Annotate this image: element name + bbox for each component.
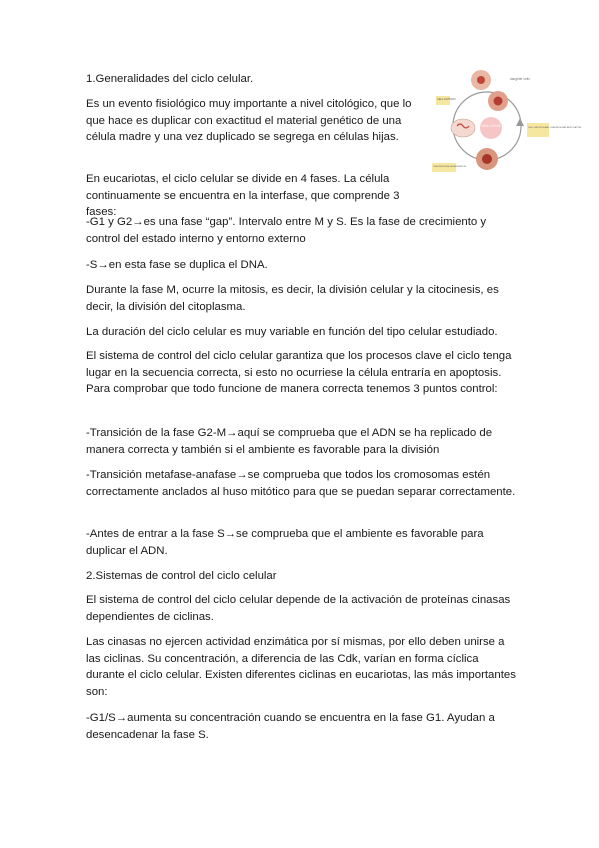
- label-left: CELL DIVISION: [437, 98, 456, 101]
- paragraph-s-phase: -S→en esta fase se duplica el DNA.: [86, 259, 268, 271]
- paragraph-control-system: El sistema de control del ciclo celular garantiza que los procesos clave el ciclo tenga lugar en la secuencia correcta, si esto no ocurriese la célula entraría en apoptosis. Para comprobar que todo funcione de manera correcta tenemos 3 puntos control:: [86, 350, 512, 396]
- paragraph-g1-s: -G1/S→aumenta su concentración cuando se encuentra en la fase G1. Ayudan a desencadenar la fase S.: [86, 712, 495, 741]
- center-label: CELL CYCLE: [481, 124, 501, 128]
- paragraph-cyclins: Las cinasas no ejercen actividad enzimática por sí mismas, por ello deben unirse a las ciclinas. Su concentración, a diferencia de las Cdk, varían en forma cíclica durante el ciclo celular. Existen diferentes ciclinas en eucariotas, las más importantes son:: [86, 636, 516, 698]
- cycle-arrow-head: [516, 118, 524, 126]
- label-right: CELL GROWTH AND CHROMOSOME REPLICATION: [528, 127, 582, 129]
- cell-dividing: [451, 119, 475, 137]
- paragraph-cdk: El sistema de control del ciclo celular depende de la activación de proteínas cinasas dependientes de ciclinas.: [86, 594, 511, 623]
- section-heading-2: 2.Sistemas de control del ciclo celular: [86, 570, 277, 582]
- paragraph-intro: Es un evento fisiológico muy importante a nivel citológico, que lo que hace es duplicar con exactitud el material genético de una célula madre y una vez duplicado se segrega en células hijas.: [86, 98, 412, 144]
- cell-cycle-figure: [425, 66, 582, 178]
- paragraph-duration: La duración del ciclo celular es muy variable en función del tipo celular estudiado.: [86, 326, 498, 338]
- section-heading-1: 1.Generalidades del ciclo celular.: [86, 73, 254, 85]
- paragraph-checkpoint-metaphase: -Transición metafase-anafase→se comprueba que todos los cromosomas estén correctamente anclados al huso mitótico para que se puedan separar correctamente.: [86, 469, 516, 498]
- label-top: daughter cells: [510, 77, 530, 81]
- paragraph-checkpoint-s: -Antes de entrar a la fase S→se comprueba que el ambiente es favorable para duplicar el ADN.: [86, 528, 484, 557]
- tag-right: [527, 123, 549, 137]
- paragraph-phases: En eucariotas, el ciclo celular se divide en 4 fases. La célula continuamente se encuentra en la interfase, que comprende 3 fases:: [86, 173, 400, 219]
- nucleus-right-upper: [494, 97, 503, 106]
- cycle-center: [480, 117, 502, 139]
- paragraph-checkpoint-g2-m: -Transición de la fase G2-M→aquí se comprueba que el ADN se ha replicado de manera correcta y también si el ambiente es favorable para la división: [86, 427, 493, 456]
- paragraph-g1-g2: -G1 y G2→es una fase “gap”. Intervalo entre M y S. Es la fase de crecimiento y control del estado interno y entorno externo: [86, 216, 487, 245]
- paragraph-m-phase: Durante la fase M, ocurre la mitosis, es decir, la división celular y la citocinesis, es decir, la división del citoplasma.: [86, 284, 499, 313]
- nucleus-bottom: [482, 154, 492, 164]
- nucleus-top: [477, 76, 485, 84]
- label-bottom: CHROMOSOME SEGREGATION: [433, 166, 466, 168]
